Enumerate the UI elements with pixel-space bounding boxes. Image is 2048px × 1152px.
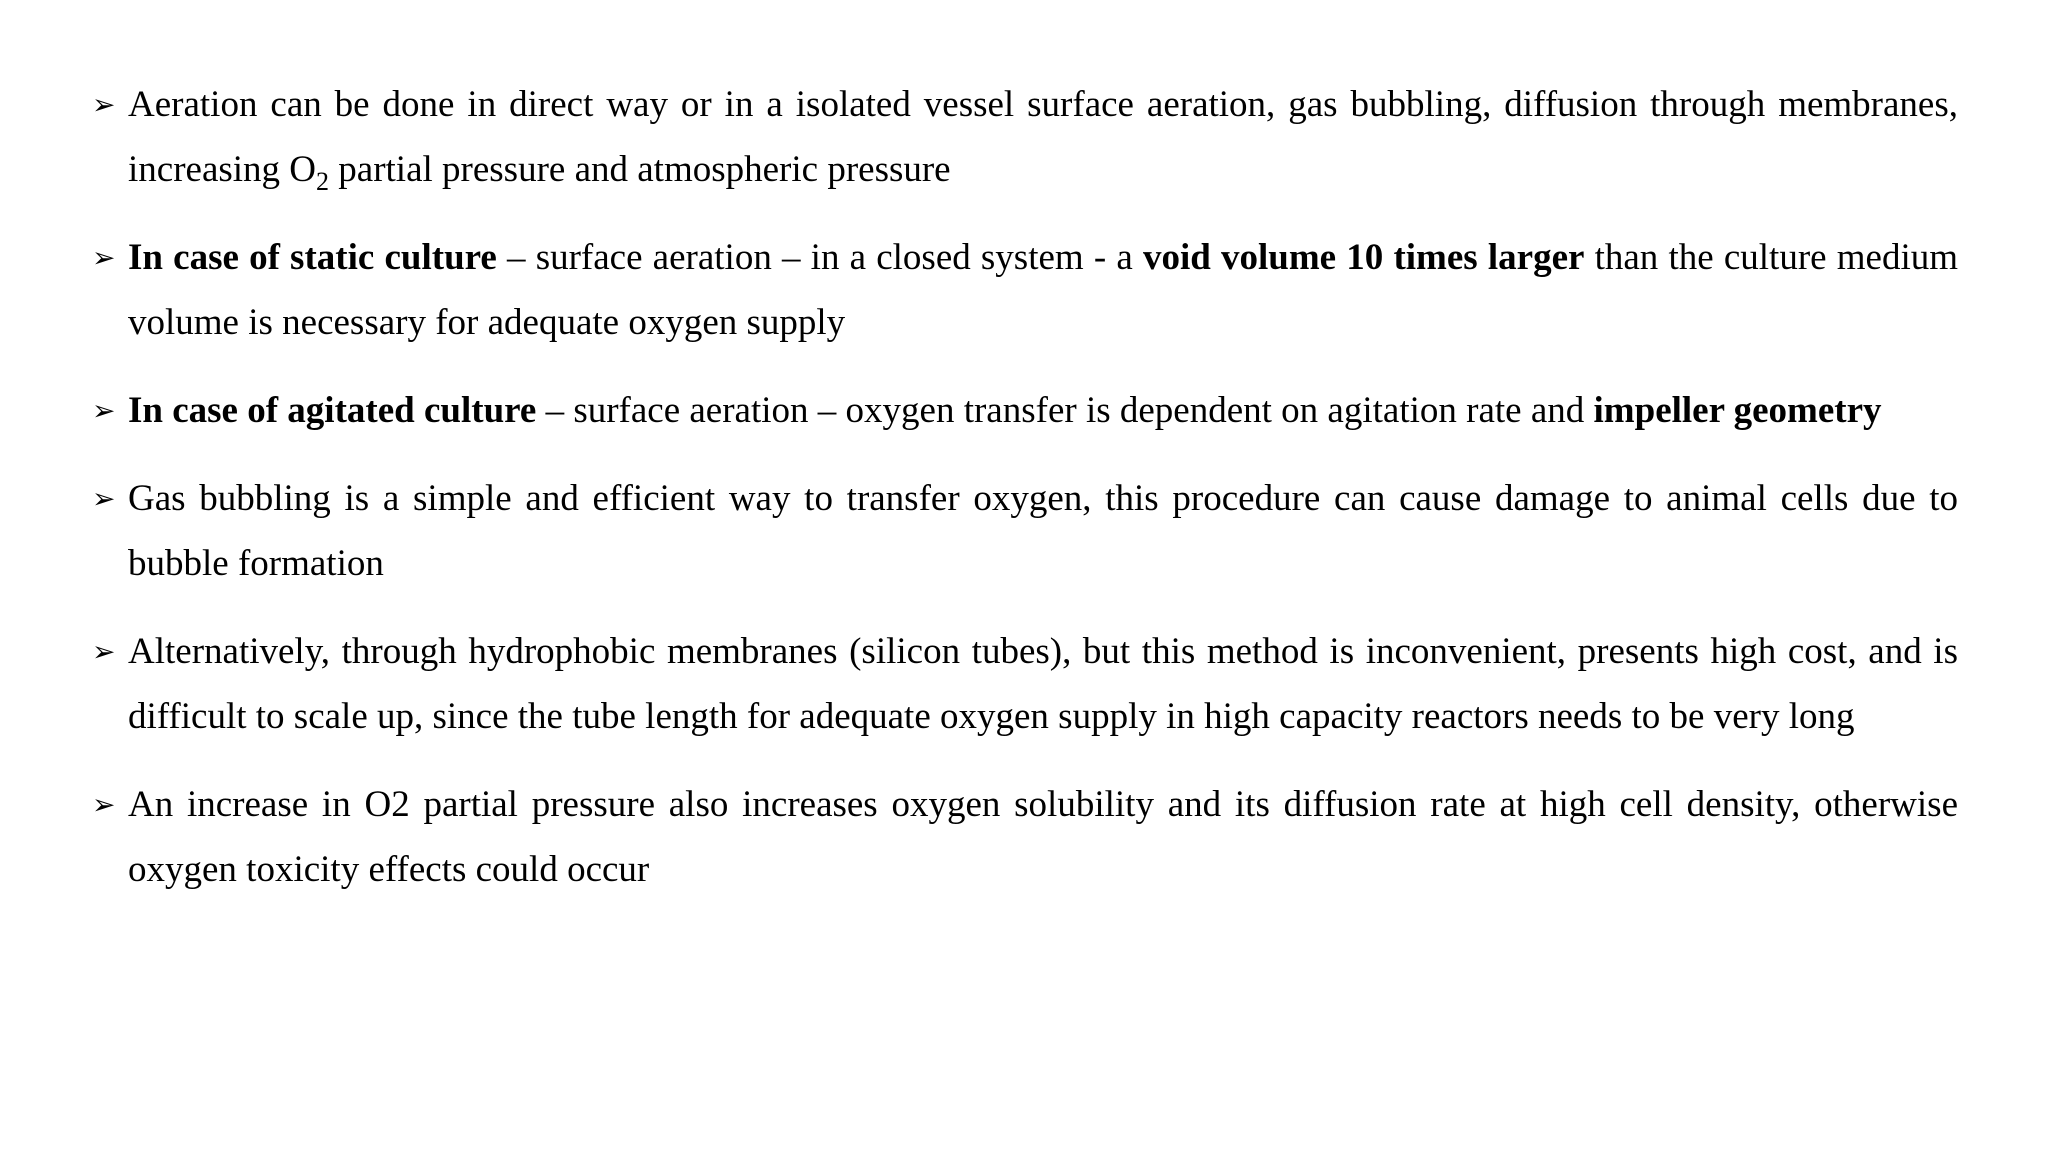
arrowhead-bullet-icon: ➢: [92, 241, 116, 274]
bullet-text: – surface aeration – in a closed system - a: [496, 237, 1143, 278]
bullet-text: An increase in O2 partial pressure also increases oxygen solubility and its diffusion rate at high cell density, otherwise oxygen toxicity effects could occur: [128, 784, 1958, 890]
arrowhead-bullet-icon: ➢: [92, 788, 116, 821]
bullet-item-hydrophobic-membranes: [92, 619, 1958, 749]
bullet-text: – surface aeration – oxygen transfer is dependent on agitation rate and: [536, 390, 1594, 431]
bullet-item-static-culture: [92, 225, 1958, 355]
bullet-list: [92, 72, 1958, 925]
arrowhead-bullet-icon: ➢: [92, 635, 116, 668]
bullet-item-aeration-methods: [92, 72, 1958, 202]
bullet-text: Gas bubbling is a simple and efficient way to transfer oxygen, this procedure can cause damage to animal cells due to bubble formation: [128, 478, 1958, 584]
bullet-text: partial pressure and atmospheric pressure: [329, 149, 951, 190]
arrowhead-bullet-icon: ➢: [92, 394, 116, 427]
bullet-text: than the culture medium volume is necessary for adequate oxygen supply: [128, 237, 1959, 343]
bullet-text: Aeration can be done in direct way or in a isolated vessel surface aeration, gas bubbling, diffusion through membranes, increasing O: [128, 84, 1958, 190]
bullet-item-o2-partial-pressure: [92, 772, 1958, 902]
bold-phrase: void volume 10 times larger: [1142, 237, 1585, 278]
bullet-text: Alternatively, through hydrophobic membranes (silicon tubes), but this method is inconvenient, presents high cost, and is difficult to scale up, since the tube length for adequate oxygen supply in high capacity reactors needs to be very long: [128, 631, 1958, 737]
bold-phrase: In case of static culture: [128, 237, 497, 278]
subscript-2: 2: [316, 167, 330, 196]
bullet-item-agitated-culture: [92, 378, 1958, 443]
arrowhead-bullet-icon: ➢: [92, 88, 116, 121]
bold-phrase: In case of agitated culture: [128, 390, 537, 431]
bold-phrase: impeller geometry: [1593, 390, 1882, 431]
bullet-item-gas-bubbling: [92, 466, 1958, 596]
arrowhead-bullet-icon: ➢: [92, 482, 116, 515]
